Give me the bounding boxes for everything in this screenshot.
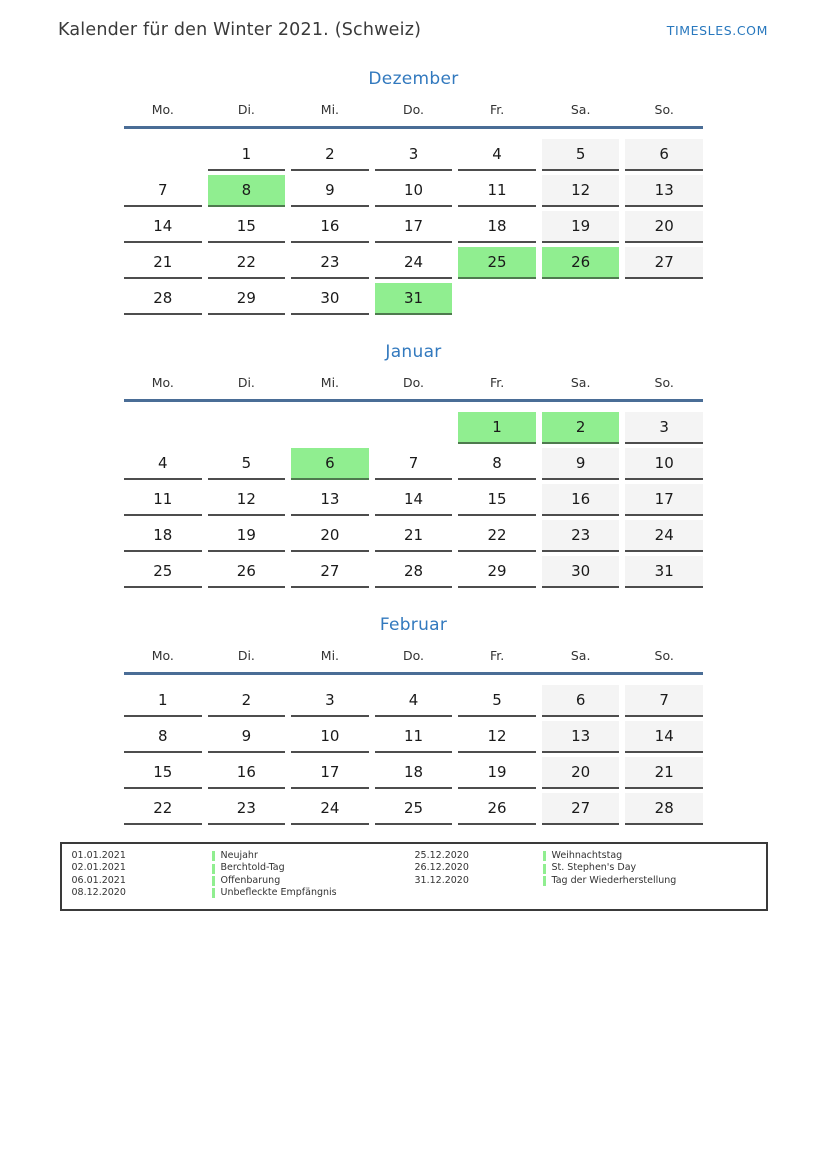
week-row: [124, 753, 703, 789]
weekday-label: Di.: [237, 102, 255, 117]
day-cell: 28: [625, 793, 703, 825]
day-cell: 2: [208, 685, 286, 717]
day-cell: 19: [208, 520, 286, 552]
day-cell: 14: [375, 484, 453, 516]
day-cell: 10: [375, 175, 453, 207]
legend-date: 31.12.2020: [414, 874, 469, 886]
holiday-marker-icon: [212, 851, 215, 861]
day-cell: 1: [124, 685, 202, 717]
day-cell: 3: [625, 412, 703, 444]
weekday-header-row: [124, 648, 703, 675]
day-cell: 12: [542, 175, 620, 207]
day-cell: 21: [375, 520, 453, 552]
day-cell: 22: [458, 520, 536, 552]
day-cell: 1: [208, 139, 286, 171]
day-cell: 11: [124, 484, 202, 516]
legend-date: 08.12.2020: [71, 887, 126, 899]
weekday-label: Do.: [402, 375, 424, 390]
day-cell: 16: [291, 211, 369, 243]
day-cell: 5: [542, 139, 620, 171]
legend-date: 02.01.2021: [71, 862, 126, 874]
day-cell: 8: [124, 721, 202, 753]
day-cell: 14: [625, 721, 703, 753]
weekday-label: Fr.: [489, 648, 505, 663]
week-row: [124, 552, 703, 588]
holiday-marker-icon: [543, 864, 546, 874]
day-cell: 14: [124, 211, 202, 243]
legend-date: 06.01.2021: [71, 874, 126, 886]
day-cell: 6: [625, 139, 703, 171]
week-row: [124, 279, 703, 315]
holiday-marker-icon: [212, 876, 215, 886]
calendar: [124, 69, 703, 825]
week-row: [124, 243, 703, 279]
weekday-label: Sa.: [570, 102, 591, 117]
week-row: [124, 516, 703, 552]
day-cell: 5: [208, 448, 286, 480]
day-cell: 2: [291, 139, 369, 171]
weekday-label: Do.: [402, 102, 424, 117]
day-cell: 10: [291, 721, 369, 753]
day-cell: 15: [458, 484, 536, 516]
day-cell: 6: [542, 685, 620, 717]
day-cell: 24: [375, 247, 453, 279]
weekday-label: Di.: [237, 648, 255, 663]
legend-entry: [415, 875, 758, 887]
weekday-label: So.: [654, 102, 674, 117]
day-cell: 21: [124, 247, 202, 279]
empty-cell: [625, 283, 703, 315]
day-cell: 6: [291, 448, 369, 480]
day-cell: 27: [291, 556, 369, 588]
day-cell: 3: [291, 685, 369, 717]
weekday-label: So.: [654, 375, 674, 390]
day-cell: 7: [375, 448, 453, 480]
weekday-label: Fr.: [489, 102, 505, 117]
empty-cell: [458, 283, 536, 315]
day-cell: 20: [542, 757, 620, 789]
weekday-header-row: [124, 102, 703, 129]
legend-holiday-name: St. Stephen's Day: [543, 862, 637, 874]
weekday-label: Di.: [237, 375, 255, 390]
page-header: [0, 0, 827, 40]
week-row: [124, 171, 703, 207]
day-cell: 22: [124, 793, 202, 825]
day-cell: 8: [458, 448, 536, 480]
day-grid: [124, 408, 703, 588]
legend-holiday-name: Weihnachtstag: [543, 850, 623, 862]
day-cell: 16: [542, 484, 620, 516]
empty-cell: [124, 412, 202, 444]
empty-cell: [124, 139, 202, 171]
day-cell: 18: [375, 757, 453, 789]
legend-holiday-name: Offenbarung: [212, 875, 281, 887]
day-cell: 4: [375, 685, 453, 717]
day-cell: 22: [208, 247, 286, 279]
legend-date: 01.01.2021: [71, 850, 126, 861]
legend-holiday-name: Unbefleckte Empfängnis: [212, 887, 337, 899]
day-cell: 30: [291, 283, 369, 315]
day-cell: 11: [458, 175, 536, 207]
day-cell: 9: [291, 175, 369, 207]
month-februar: [124, 615, 703, 825]
weekday-label: Sa.: [570, 375, 591, 390]
empty-cell: [208, 412, 286, 444]
weekday-label: Do.: [402, 648, 424, 663]
legend-entry: [415, 862, 758, 874]
holiday-marker-icon: [212, 864, 215, 874]
legend-column-right: [415, 850, 758, 900]
legend-entry: [72, 875, 415, 887]
day-cell: 7: [625, 685, 703, 717]
legend-date: 25.12.2020: [414, 850, 469, 861]
weekday-label: So.: [654, 648, 674, 663]
week-row: [124, 444, 703, 480]
weekday-label: Mo.: [151, 375, 174, 390]
legend-entry: [72, 850, 415, 862]
empty-cell: [542, 283, 620, 315]
day-cell: 23: [542, 520, 620, 552]
weekday-label: Mi.: [320, 648, 340, 663]
weekday-header-row: [124, 375, 703, 402]
holiday-legend: [60, 842, 768, 911]
day-cell: 29: [458, 556, 536, 588]
day-cell: 18: [124, 520, 202, 552]
month-title: Januar: [385, 342, 442, 362]
empty-cell: [375, 412, 453, 444]
day-cell: 26: [542, 247, 620, 279]
day-cell: 21: [625, 757, 703, 789]
day-cell: 11: [375, 721, 453, 753]
month-januar: [124, 342, 703, 588]
week-row: [124, 207, 703, 243]
week-row: [124, 480, 703, 516]
day-cell: 12: [208, 484, 286, 516]
weekday-label: Mi.: [320, 375, 340, 390]
day-cell: 24: [625, 520, 703, 552]
day-cell: 25: [375, 793, 453, 825]
day-cell: 20: [291, 520, 369, 552]
week-row: [124, 789, 703, 825]
day-cell: 13: [625, 175, 703, 207]
day-cell: 13: [291, 484, 369, 516]
day-cell: 26: [458, 793, 536, 825]
week-row: [124, 717, 703, 753]
day-cell: 23: [208, 793, 286, 825]
day-cell: 27: [625, 247, 703, 279]
day-cell: 15: [124, 757, 202, 789]
day-cell: 24: [291, 793, 369, 825]
day-cell: 5: [458, 685, 536, 717]
day-cell: 27: [542, 793, 620, 825]
day-cell: 31: [625, 556, 703, 588]
holiday-marker-icon: [543, 876, 546, 886]
day-cell: 13: [542, 721, 620, 753]
day-cell: 4: [124, 448, 202, 480]
day-cell: 28: [375, 556, 453, 588]
weekday-label: Mo.: [151, 648, 174, 663]
day-cell: 17: [291, 757, 369, 789]
legend-date: 26.12.2020: [414, 862, 469, 874]
page-title: Kalender für den Winter 2021. (Schweiz): [58, 20, 422, 40]
legend-entry: [415, 850, 758, 862]
weekday-label: Mo.: [151, 102, 174, 117]
weekday-label: Sa.: [570, 648, 591, 663]
day-cell: 26: [208, 556, 286, 588]
day-grid: [124, 135, 703, 315]
day-cell: 16: [208, 757, 286, 789]
month-dezember: [124, 69, 703, 315]
day-cell: 1: [458, 412, 536, 444]
day-cell: 10: [625, 448, 703, 480]
day-cell: 25: [458, 247, 536, 279]
holiday-marker-icon: [543, 851, 546, 861]
legend-holiday-name: Berchtold-Tag: [212, 862, 285, 874]
week-row: [124, 135, 703, 171]
day-cell: 9: [208, 721, 286, 753]
day-cell: 17: [375, 211, 453, 243]
day-cell: 20: [625, 211, 703, 243]
weekday-label: Fr.: [489, 375, 505, 390]
brand-link[interactable]: TIMESLES.COM: [666, 23, 768, 38]
legend-column-left: [72, 850, 415, 900]
legend-entry: [72, 887, 415, 899]
day-cell: 17: [625, 484, 703, 516]
day-cell: 28: [124, 283, 202, 315]
day-cell: 19: [458, 757, 536, 789]
month-title: Dezember: [368, 69, 459, 89]
day-cell: 23: [291, 247, 369, 279]
day-cell: 3: [375, 139, 453, 171]
holiday-marker-icon: [212, 888, 215, 898]
legend-holiday-name: Tag der Wiederherstellung: [543, 875, 677, 887]
week-row: [124, 681, 703, 717]
day-cell: 8: [208, 175, 286, 207]
legend-entry: [72, 862, 415, 874]
day-cell: 25: [124, 556, 202, 588]
month-title: Februar: [379, 615, 448, 635]
day-cell: 7: [124, 175, 202, 207]
day-cell: 12: [458, 721, 536, 753]
weekday-label: Mi.: [320, 102, 340, 117]
day-grid: [124, 681, 703, 825]
week-row: [124, 408, 703, 444]
legend-holiday-name: Neujahr: [212, 850, 258, 862]
empty-cell: [291, 412, 369, 444]
day-cell: 30: [542, 556, 620, 588]
day-cell: 18: [458, 211, 536, 243]
day-cell: 15: [208, 211, 286, 243]
day-cell: 29: [208, 283, 286, 315]
day-cell: 2: [542, 412, 620, 444]
day-cell: 19: [542, 211, 620, 243]
day-cell: 31: [375, 283, 453, 315]
day-cell: 4: [458, 139, 536, 171]
day-cell: 9: [542, 448, 620, 480]
